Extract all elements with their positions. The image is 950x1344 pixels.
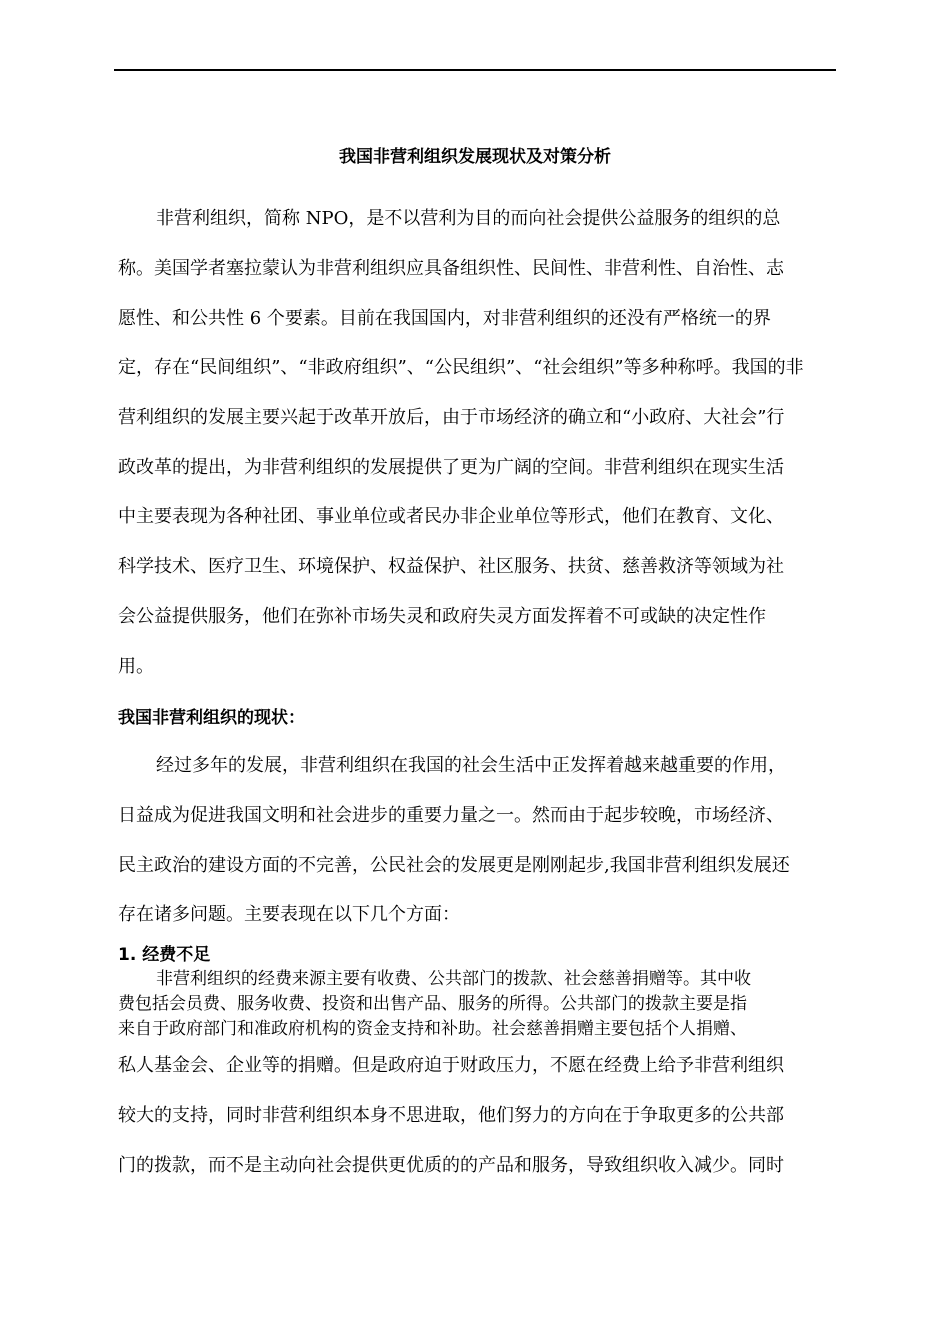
intro-line: 非营利组织，简称 NPO，是不以营利为目的而向社会提供公益服务的组织的总 xyxy=(156,208,781,229)
section-heading: 我国非营利组织的现状： xyxy=(118,708,305,728)
funding-line: 非营利组织的经费来源主要有收费、公共部门的拨款、社会慈善捐赠等。其中收 xyxy=(156,969,751,989)
funding-line: 私人基金会、企业等的捐赠。但是政府迫于财政压力，不愿在经费上给予非营利组织 xyxy=(118,1055,784,1076)
status-line: 日益成为促进我国文明和社会进步的重要力量之一。然而由于起步较晚，市场经济、 xyxy=(118,805,784,826)
funding-line: 门的拨款，而不是主动向社会提供更优质的的产品和服务，导致组织收入减少。同时 xyxy=(118,1155,784,1176)
status-line: 民主政治的建设方面的不完善，公民社会的发展更是刚刚起步,我国非营利组织发展还 xyxy=(118,855,790,876)
intro-line: 称。美国学者塞拉蒙认为非营利组织应具备组织性、民间性、非营利性、自治性、志 xyxy=(118,258,784,279)
intro-line: 用。 xyxy=(118,656,154,677)
intro-line: 营利组织的发展主要兴起于改革开放后，由于市场经济的确立和“小政府、大社会”行 xyxy=(118,407,785,428)
header-rule xyxy=(114,69,836,71)
document-title: 我国非营利组织发展现状及对策分析 xyxy=(339,147,611,167)
funding-line: 较大的支持，同时非营利组织本身不思进取，他们努力的方向在于争取更多的公共部 xyxy=(118,1105,784,1126)
status-line: 存在诸多问题。主要表现在以下几个方面： xyxy=(118,904,460,925)
intro-line: 政改革的提出，为非营利组织的发展提供了更为广阔的空间。非营利组织在现实生活 xyxy=(118,457,784,478)
intro-line: 定，存在“民间组织”、“非政府组织”、“公民组织”、“社会组织”等多种称呼。我国的非 xyxy=(118,357,804,378)
status-line: 经过多年的发展，非营利组织在我国的社会生活中正发挥着越来越重要的作用， xyxy=(156,755,786,776)
intro-line: 中主要表现为各种社团、事业单位或者民办非企业单位等形式，他们在教育、文化、 xyxy=(118,506,784,527)
intro-line: 科学技术、医疗卫生、环境保护、权益保护、社区服务、扶贫、慈善救济等领域为社 xyxy=(118,556,784,577)
funding-line: 来自于政府部门和准政府机构的资金支持和补助。社会慈善捐赠主要包括个人捐赠、 xyxy=(118,1019,747,1039)
intro-line: 愿性、和公共性 6 个要素。目前在我国国内，对非营利组织的还没有严格统一的界 xyxy=(118,308,771,329)
funding-line: 费包括会员费、服务收费、投资和出售产品、服务的所得。公共部门的拨款主要是指 xyxy=(118,994,747,1014)
sub-heading: 1. 经费不足 xyxy=(118,945,211,965)
intro-line: 会公益提供服务，他们在弥补市场失灵和政府失灵方面发挥着不可或缺的决定性作 xyxy=(118,606,766,627)
